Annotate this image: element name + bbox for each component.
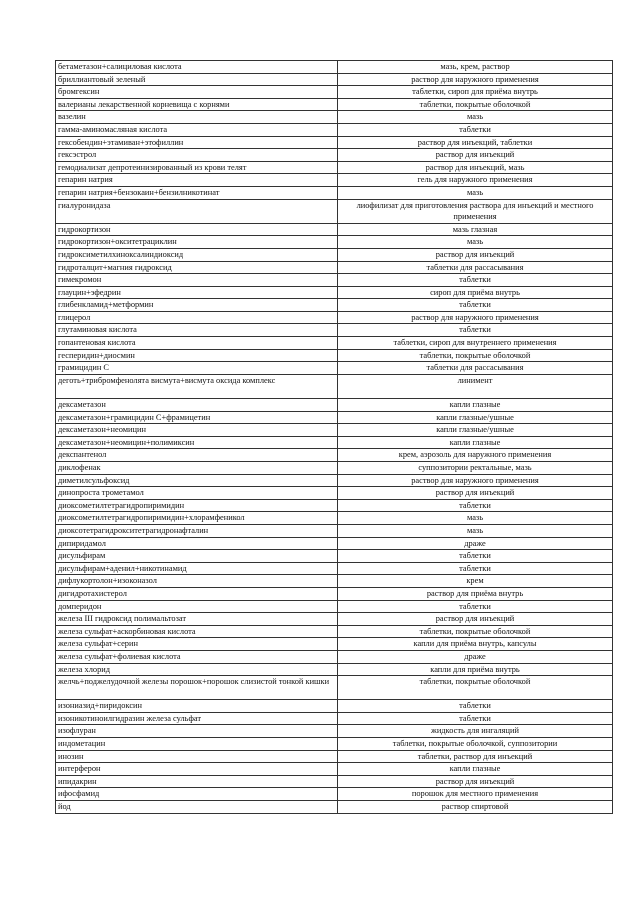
drug-name-cell: дигидротахистерол [56,587,338,600]
table-row [56,474,613,487]
table-row [56,725,613,738]
table-row [56,638,613,651]
drug-name-cell: изофлуран [56,725,338,738]
table-row [56,149,613,162]
table-row [56,788,613,801]
drug-name-cell: глауцин+эфедрин [56,286,338,299]
dosage-form-cell: таблетки, покрытые оболочкой, суппозитории [338,738,613,751]
table-row [56,161,613,174]
drug-name-cell: дексаметазон+грамицидин С+фрамицетин [56,411,338,424]
table-row [56,712,613,725]
dosage-form-cell: таблетки [338,562,613,575]
table-row [56,738,613,751]
dosage-form-cell: раствор для инъекций [338,613,613,626]
table-row [56,424,613,437]
dosage-form-cell: раствор для инъекций [338,487,613,500]
dosage-form-cell: суппозитории ректальные, мазь [338,462,613,475]
drug-name-cell: бромгексин [56,86,338,99]
table-row [56,550,613,563]
table-row [56,700,613,713]
dosage-form-cell: таблетки, покрытые оболочкой [338,676,613,700]
dosage-form-cell: капли для приёма внутрь [338,663,613,676]
table-row [56,399,613,412]
table-row [56,411,613,424]
table-row [56,487,613,500]
table-row [56,625,613,638]
drug-name-cell: вазелин [56,111,338,124]
drug-name-cell: йод [56,801,338,814]
dosage-form-cell: таблетки [338,274,613,287]
dosage-form-cell: мазь [338,512,613,525]
table-row [56,199,613,223]
table-row [56,512,613,525]
dosage-form-cell: таблетки для рассасывания [338,362,613,375]
dosage-form-cell: лиофилизат для приготовления раствора для инъекций и местного применения [338,199,613,223]
drug-name-cell: бриллиантовый зеленый [56,73,338,86]
dosage-form-cell: драже [338,650,613,663]
drug-name-cell: дисульфирам [56,550,338,563]
drug-name-cell: глутаминовая кислота [56,324,338,337]
dosage-form-cell: капли глазные/ушные [338,411,613,424]
table-row [56,337,613,350]
drug-name-cell: валерианы лекарственной корневища с корнями [56,98,338,111]
table-row [56,248,613,261]
drug-name-cell: домперидон [56,600,338,613]
drug-name-cell: гидрокортизон+окситетрациклин [56,236,338,249]
dosage-form-cell: таблетки, раствор для инъекций [338,750,613,763]
table-row [56,261,613,274]
dosage-form-cell: таблетки, покрытые оболочкой [338,98,613,111]
dosage-form-cell: мазь [338,236,613,249]
dosage-form-cell: таблетки [338,499,613,512]
drug-name-cell: железа III гидроксид полимальтозат [56,613,338,626]
table-row [56,324,613,337]
dosage-form-cell: таблетки [338,123,613,136]
dosage-form-cell: раствор спиртовой [338,801,613,814]
dosage-form-cell: драже [338,537,613,550]
dosage-form-cell: мазь глазная [338,223,613,236]
dosage-form-cell: гель для наружного применения [338,174,613,187]
table-row [56,61,613,74]
table-row [56,374,613,398]
table-row [56,174,613,187]
table-row [56,499,613,512]
dosage-form-cell: таблетки, покрытые оболочкой [338,625,613,638]
dosage-form-cell: раствор для наружного применения [338,474,613,487]
dosage-form-cell: таблетки [338,299,613,312]
dosage-form-cell: раствор для инъекций [338,775,613,788]
drug-name-cell: ифосфамид [56,788,338,801]
table-row [56,98,613,111]
table-row [56,587,613,600]
dosage-form-cell: порошок для местного применения [338,788,613,801]
table-row [56,650,613,663]
table-row [56,613,613,626]
table-row [56,801,613,814]
table-row [56,73,613,86]
dosage-form-cell: капли глазные [338,763,613,776]
drug-name-cell: диклофенак [56,462,338,475]
dosage-form-cell: жидкость для ингаляций [338,725,613,738]
table-row [56,763,613,776]
drug-name-cell: гопантеновая кислота [56,337,338,350]
drug-name-cell: железа сульфат+аскорбиновая кислота [56,625,338,638]
dosage-form-cell: линимент [338,374,613,398]
drug-name-cell: изониазид+пиридоксин [56,700,338,713]
table-row [56,299,613,312]
dosage-form-cell: раствор для приёма внутрь [338,587,613,600]
drug-name-cell: дифлукортолон+изоконазол [56,575,338,588]
dosage-form-cell: таблетки [338,712,613,725]
drug-name-cell: гидроталцит+магния гидроксид [56,261,338,274]
drug-name-cell: инозин [56,750,338,763]
drug-name-cell: гиалуронидаза [56,199,338,223]
drug-name-cell: диметилсульфоксид [56,474,338,487]
dosage-form-cell: капли глазные [338,399,613,412]
dosage-form-cell: капли для приёма внутрь, капсулы [338,638,613,651]
drug-name-cell: гидроксиметилхиноксалиндиоксид [56,248,338,261]
dosage-form-cell: раствор для инъекций, таблетки [338,136,613,149]
drug-name-cell: изоникотиноилгидразин железа сульфат [56,712,338,725]
table-row [56,349,613,362]
dosage-form-cell: таблетки, сироп для приёма внутрь [338,86,613,99]
table-row [56,436,613,449]
dosage-form-cell: мазь, крем, раствор [338,61,613,74]
drug-name-cell: индометацин [56,738,338,751]
dosage-form-cell: мазь [338,524,613,537]
drug-name-cell: гексобендин+этамиван+этофиллин [56,136,338,149]
dosage-form-cell: капли глазные [338,436,613,449]
dosage-form-cell: раствор для инъекций [338,149,613,162]
table-row [56,136,613,149]
drug-name-cell: диоксометилтетрагидропиримидин [56,499,338,512]
drug-name-cell: грамицидин С [56,362,338,375]
table-row [56,537,613,550]
dosage-form-cell: сироп для приёма внутрь [338,286,613,299]
dosage-form-cell: мазь [338,186,613,199]
drug-name-cell: железа хлорид [56,663,338,676]
dosage-form-cell: раствор для наружного применения [338,73,613,86]
table-row [56,449,613,462]
drug-name-cell: гепарин натрия+бензокаин+бензилникотинат [56,186,338,199]
drug-name-cell: гидрокортизон [56,223,338,236]
drug-name-cell: железа сульфат+фолиевая кислота [56,650,338,663]
table-row [56,311,613,324]
document-page [55,60,612,814]
drug-name-cell: динопроста трометамол [56,487,338,500]
table-row [56,775,613,788]
table-row [56,462,613,475]
drug-name-cell: дексаметазон [56,399,338,412]
drug-name-cell: ипидакрин [56,775,338,788]
drug-name-cell: диоксометилтетрагидропиримидин+хлорамфеникол [56,512,338,525]
table-row [56,362,613,375]
drug-name-cell: дексаметазон+неомицин [56,424,338,437]
table-row [56,123,613,136]
dosage-form-cell: таблетки [338,324,613,337]
table-row [56,274,613,287]
table-row [56,524,613,537]
drug-name-cell: гемодиализат депротеинизированный из крови телят [56,161,338,174]
table-row [56,750,613,763]
drug-name-cell: гексэстрол [56,149,338,162]
drug-name-cell: желчь+поджелудочной железы порошок+порошок слизистой тонкой кишки [56,676,338,700]
table-row [56,562,613,575]
drug-name-cell: дипиридамол [56,537,338,550]
dosage-form-cell: таблетки [338,600,613,613]
drug-name-cell: гамма-аминомасляная кислота [56,123,338,136]
drug-name-cell: декспантенол [56,449,338,462]
table-row [56,663,613,676]
drug-name-cell: диоксотетрагидрокситетрагидронафталин [56,524,338,537]
drug-name-cell: дисульфирам+аденил+никотинамид [56,562,338,575]
dosage-form-cell: таблетки, сироп для внутреннего применения [338,337,613,350]
dosage-form-cell: раствор для наружного применения [338,311,613,324]
table-row [56,223,613,236]
table-row [56,286,613,299]
table-row [56,86,613,99]
dosage-form-cell: таблетки [338,700,613,713]
dosage-form-cell: таблетки для рассасывания [338,261,613,274]
drug-name-cell: гепарин натрия [56,174,338,187]
dosage-form-cell: крем [338,575,613,588]
drug-name-cell: интерферон [56,763,338,776]
drug-name-cell: гимекромон [56,274,338,287]
dosage-form-cell: крем, аэрозоль для наружного применения [338,449,613,462]
table-row [56,186,613,199]
table-row [56,236,613,249]
dosage-form-cell: капли глазные/ушные [338,424,613,437]
drug-name-cell: железа сульфат+серин [56,638,338,651]
table-row [56,600,613,613]
drug-name-cell: гесперидин+диосмин [56,349,338,362]
table-row [56,575,613,588]
table-row [56,676,613,700]
table-body [56,61,613,814]
drug-name-cell: дексаметазон+неомицин+полимиксин [56,436,338,449]
drug-name-cell: бетаметазон+салициловая кислота [56,61,338,74]
drug-forms-table [55,60,613,814]
dosage-form-cell: раствор для инъекций [338,248,613,261]
table-row [56,111,613,124]
dosage-form-cell: таблетки [338,550,613,563]
dosage-form-cell: раствор для инъекций, мазь [338,161,613,174]
dosage-form-cell: мазь [338,111,613,124]
drug-name-cell: глицерол [56,311,338,324]
dosage-form-cell: таблетки, покрытые оболочкой [338,349,613,362]
drug-name-cell: глибенкламид+метформин [56,299,338,312]
drug-name-cell: деготь+трибромфенолята висмута+висмута оксида комплекс [56,374,338,398]
